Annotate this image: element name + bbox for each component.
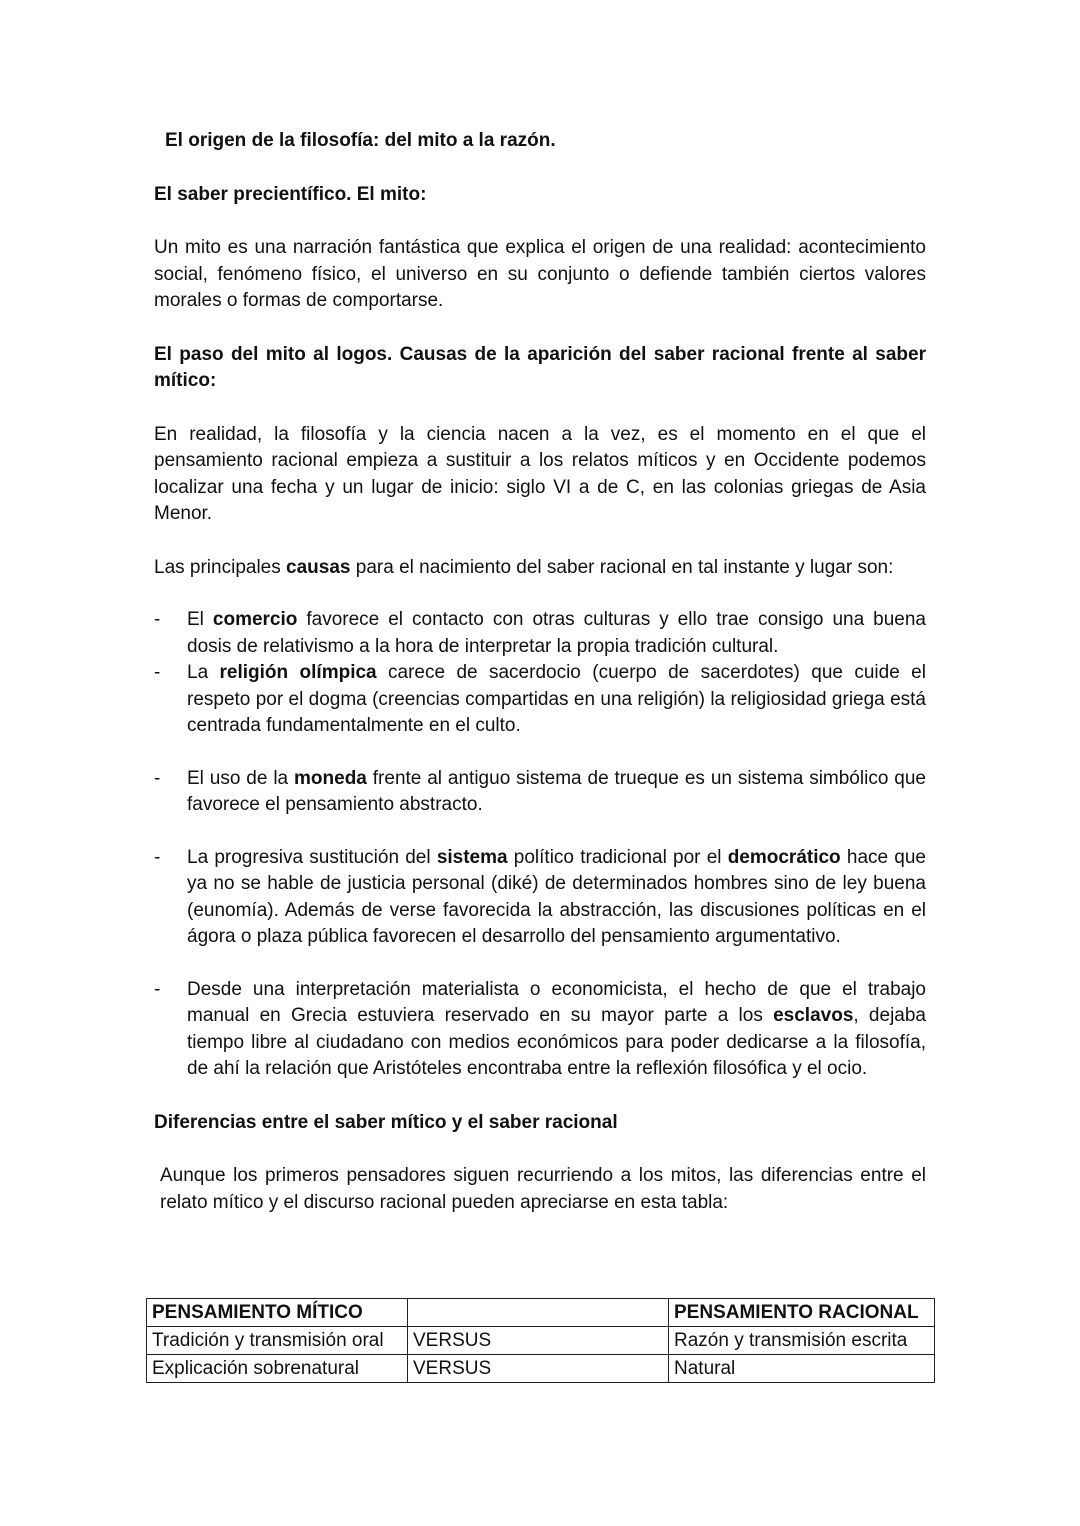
bullet-dash: - <box>154 846 161 868</box>
bullet-dash: - <box>154 609 161 630</box>
document-title: El origen de la filosofía: del mito a la razón. <box>165 130 556 151</box>
cause-keyword: sistema <box>436 846 508 868</box>
table-cell: Explicación sobrenatural <box>147 1355 408 1383</box>
document-page <box>154 128 926 1243</box>
table-cell: Razón y transmisión escrita <box>669 1327 935 1355</box>
cause-text-after: carece de sacerdocio (cuerpo de sacerdotes) que cuide el respeto por el dogma (creencias compartidas en una religión) la religiosidad griega está centrada fundamentalmente en el culto. <box>187 662 926 736</box>
cause-item-sistema <box>154 845 926 951</box>
cause-text-before: El uso de la <box>187 767 295 789</box>
paragraph-causes-intro <box>154 555 926 582</box>
table-cell: Tradición y transmisión oral <box>147 1327 408 1355</box>
table-header-empty <box>408 1299 669 1327</box>
cause-item-religion <box>154 660 926 740</box>
section-heading-mito: El saber precientífico. El mito: <box>154 183 427 205</box>
cause-text-middle: político tradicional por el <box>507 846 728 868</box>
cause-text-after: , dejaba tiempo libre al ciudadano con medios económicos para poder dedicarse a la filosofía, de ahí la relación que Aristóteles encontraba entre la reflexión filosófica y el ocio. <box>187 1005 926 1079</box>
causes-intro-before: Las principales <box>154 556 287 578</box>
paragraph-mito-definition: Un mito es una narración fantástica que explica el origen de una realidad: acontecimiento social, fenómeno físico, el universo en su conjunto o defiende también ciertos valores morales o formas de comportarse. <box>154 237 926 311</box>
table-header-mitico: PENSAMIENTO MÍTICO <box>147 1299 408 1327</box>
paragraph-origin-philosophy: En realidad, la filosofía y la ciencia nacen a la vez, es el momento en el que el pensamiento racional empieza a sustituir a los relatos míticos y en Occidente podemos localizar una fecha y un lugar de inicio: siglo VI a de C, en las colonias griegas de Asia Menor. <box>154 423 926 524</box>
cause-keyword: esclavos <box>773 1005 854 1026</box>
causes-list <box>154 607 926 1083</box>
cause-text-before: Desde una interpretación materialista o economicista, el hecho de que el trabajo manual en Grecia estuviera reservado en su mayor parte a los <box>187 978 926 1026</box>
cause-text-after: favorece el contacto con otras culturas y ello trae consigo una buena dosis de relativismo a la hora de interpretar la propia tradición cultural. <box>187 609 926 657</box>
cause-text-before: La <box>187 662 220 683</box>
cause-item-moneda <box>154 766 926 819</box>
bullet-dash: - <box>154 978 161 1000</box>
cause-text-after: frente al antiguo sistema de trueque es un sistema simbólico que favorece el pensamiento abstracto. <box>187 767 926 815</box>
cause-text-before: La progresiva sustitución del <box>187 846 437 868</box>
table-row <box>147 1355 935 1383</box>
section-heading-diferencias: Diferencias entre el saber mítico y el saber racional <box>154 1111 618 1133</box>
bullet-dash: - <box>154 662 161 683</box>
section-heading-mito-logos: El paso del mito al logos. Causas de la aparición del saber racional frente al saber mítico: <box>154 343 926 391</box>
paragraph-diferencias: Aunque los primeros pensadores siguen recurriendo a los mitos, las diferencias entre el relato mítico y el discurso racional pueden apreciarse en esta tabla: <box>160 1165 926 1213</box>
causes-intro-bold: causas <box>286 556 351 578</box>
cause-text-before: El <box>187 609 213 630</box>
cause-item-comercio <box>154 607 926 660</box>
table-header-racional: PENSAMIENTO RACIONAL <box>669 1299 935 1327</box>
table-cell: VERSUS <box>408 1355 669 1383</box>
table-cell: Natural <box>669 1355 935 1383</box>
cause-text-after: hace que ya no se hable de justicia personal (diké) de determinados hombres sino de ley buena (eunomía). Además de verse favorecida la abstracción, las discusiones políticas en el ágora o plaza pública favorecen el desarrollo del pensamiento argumentativo. <box>187 846 926 947</box>
cause-keyword-2: democrático <box>727 846 841 868</box>
cause-keyword: religión olímpica <box>219 662 377 683</box>
cause-item-esclavos <box>154 977 926 1083</box>
causes-intro-after: para el nacimiento del saber racional en tal instante y lugar son: <box>350 556 894 578</box>
bullet-dash: - <box>154 767 161 789</box>
cause-keyword: comercio <box>212 609 298 630</box>
table-header-row <box>147 1299 935 1327</box>
table-cell: VERSUS <box>408 1327 669 1355</box>
comparison-table <box>146 1298 935 1383</box>
table-row <box>147 1327 935 1355</box>
cause-keyword: moneda <box>294 767 367 789</box>
